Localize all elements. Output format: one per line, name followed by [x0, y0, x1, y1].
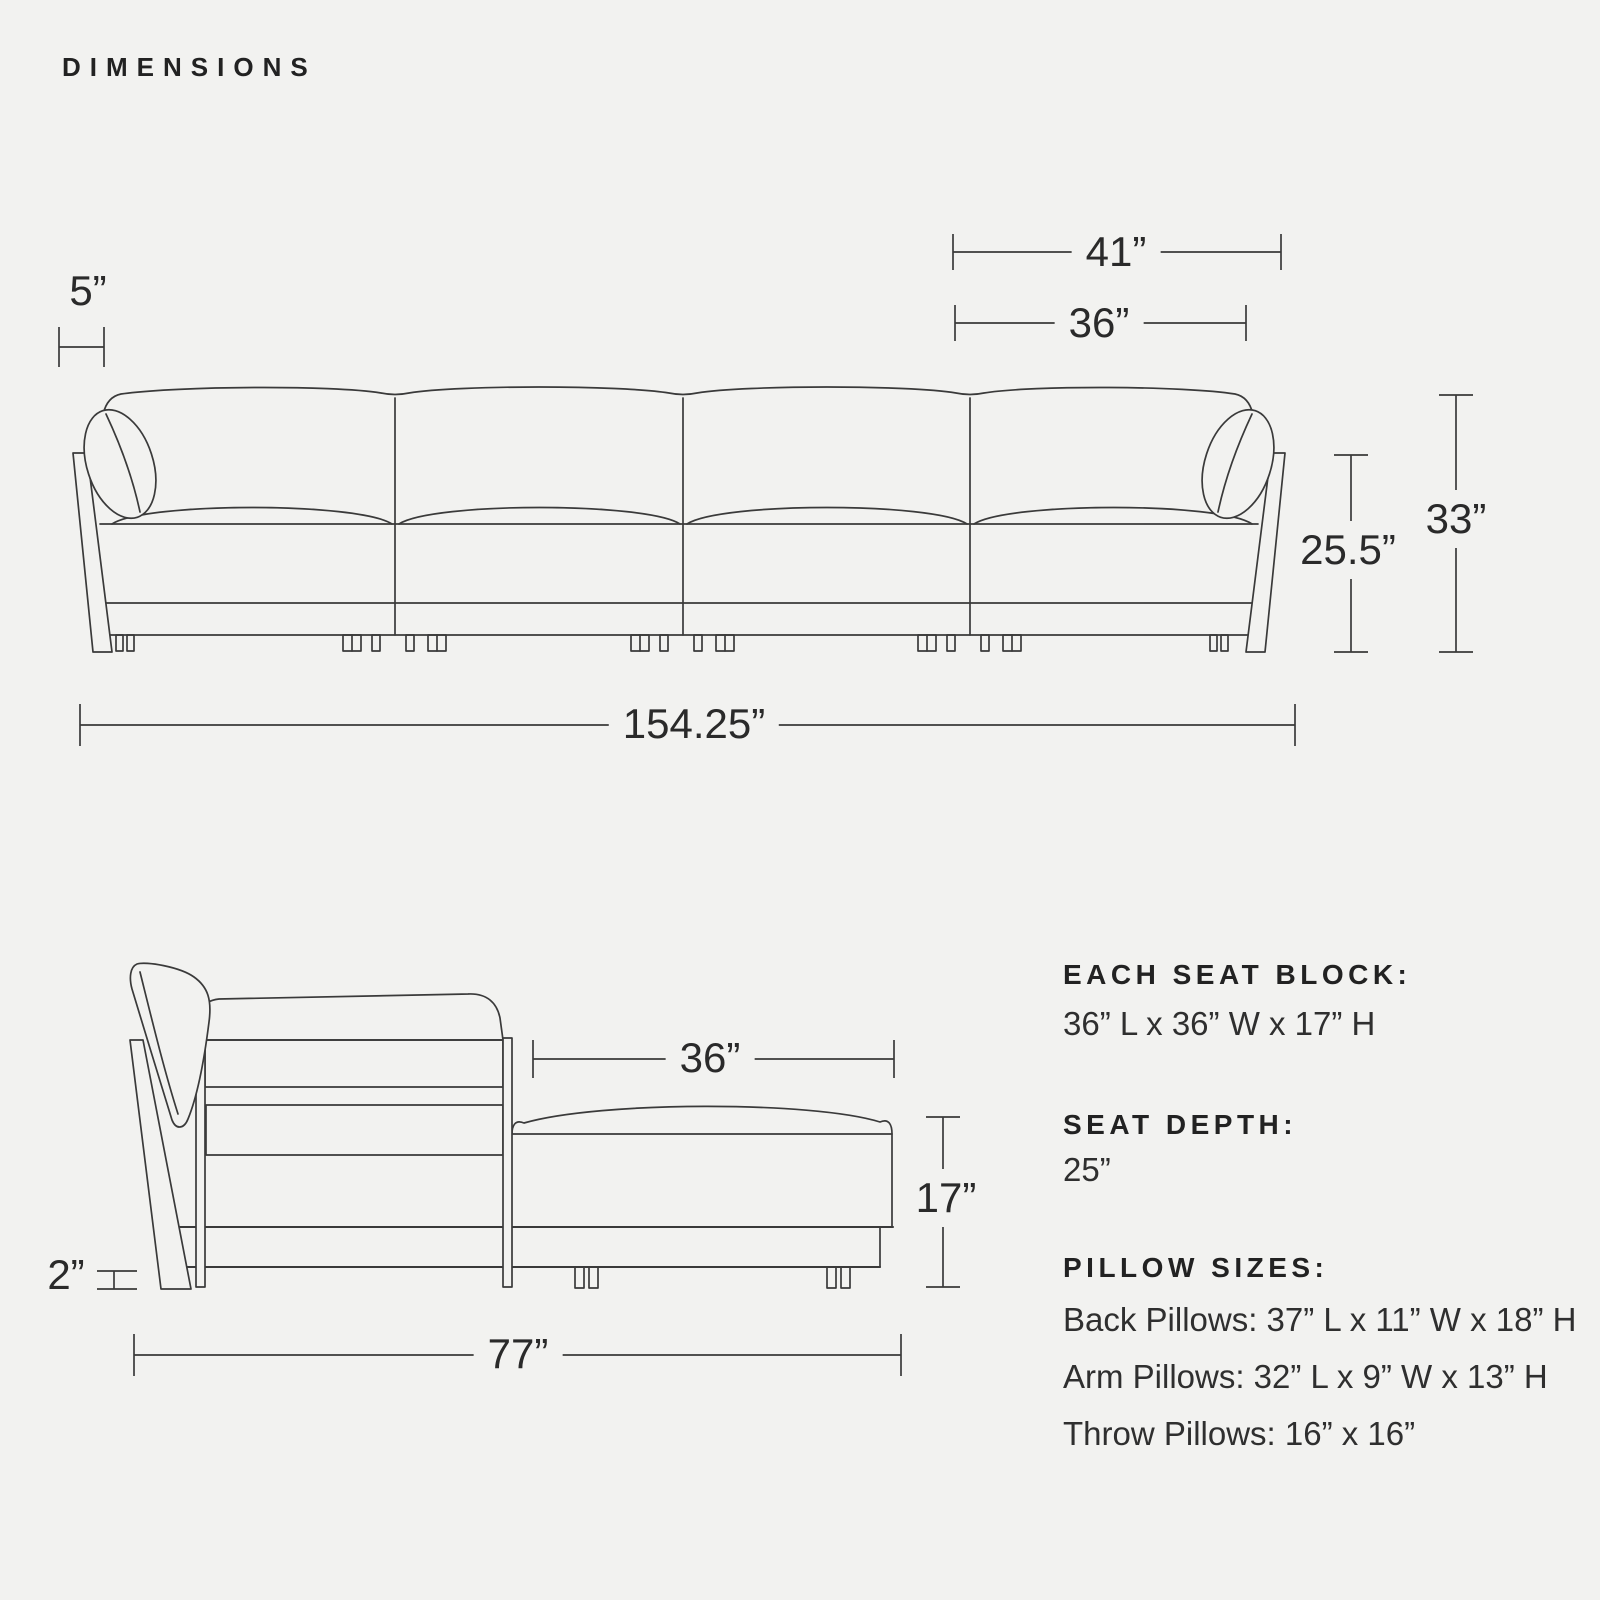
dim-label-overall-height: 33”: [1416, 490, 1497, 548]
dim-label-seat-block-height: 17”: [906, 1169, 987, 1227]
spec-heading-seat-block: EACH SEAT BLOCK:: [1063, 959, 1412, 990]
dim-label-module-with-arm: 41”: [1072, 227, 1161, 277]
sofa-leg: [981, 635, 989, 651]
spec-value-throw-pillows: Throw Pillows: 16” x 16”: [1063, 1415, 1416, 1452]
sofa-leg: [1210, 635, 1217, 651]
sofa-leg: [827, 1267, 836, 1288]
seat-cushion-arc: [112, 508, 392, 525]
spec-heading-pillow-sizes: PILLOW SIZES:: [1063, 1252, 1329, 1283]
side-view-dimension-lines: [97, 1040, 960, 1376]
sofa-leg: [694, 635, 702, 651]
sofa-leg: [841, 1267, 850, 1288]
spec-value-arm-pillows: Arm Pillows: 32” L x 9” W x 13” H: [1063, 1358, 1548, 1395]
dim-label-overall-width: 154.25”: [609, 699, 779, 749]
side-seat-cushion: [512, 1106, 892, 1134]
spec-value-back-pillows: Back Pillows: 37” L x 11” W x 18” H: [1063, 1301, 1577, 1338]
sofa-leg: [660, 635, 668, 651]
frame-board: [206, 1105, 503, 1155]
page-title: DIMENSIONS: [62, 52, 317, 82]
frame-board: [205, 1040, 503, 1087]
sofa-leg: [1221, 635, 1228, 651]
spec-value-seat-depth: 25”: [1063, 1151, 1111, 1188]
sofa-leg: [589, 1267, 598, 1288]
sofa-leg: [127, 635, 134, 651]
sofa-leg: [406, 635, 414, 651]
back-cushions-outline: [101, 387, 1254, 458]
dim-label-seat-back-height: 25.5”: [1290, 521, 1406, 579]
dim-label-module-width: 36”: [1055, 298, 1144, 348]
front-view-drawing: [71, 387, 1286, 652]
spec-value-seat-block: 36” L x 36” W x 17” H: [1063, 1005, 1376, 1042]
dim-label-arm-width: 5”: [69, 267, 107, 314]
sofa-leg: [116, 635, 123, 651]
sofa-leg: [575, 1267, 584, 1288]
spec-heading-seat-depth: SEAT DEPTH:: [1063, 1109, 1298, 1140]
side-view-drawing: [130, 963, 893, 1289]
dim-label-seat-length: 36”: [666, 1033, 755, 1083]
seat-cushion-arc: [399, 508, 680, 525]
sofa-leg: [947, 635, 955, 651]
sofa-leg: [372, 635, 380, 651]
dim-label-overall-depth: 77”: [474, 1329, 563, 1379]
frame-post: [503, 1038, 512, 1287]
front-legs: [116, 635, 1228, 651]
seat-cushion-arc: [687, 508, 967, 525]
side-back-cushion: [196, 994, 503, 1040]
dim-label-leg-height: 2”: [47, 1251, 85, 1298]
